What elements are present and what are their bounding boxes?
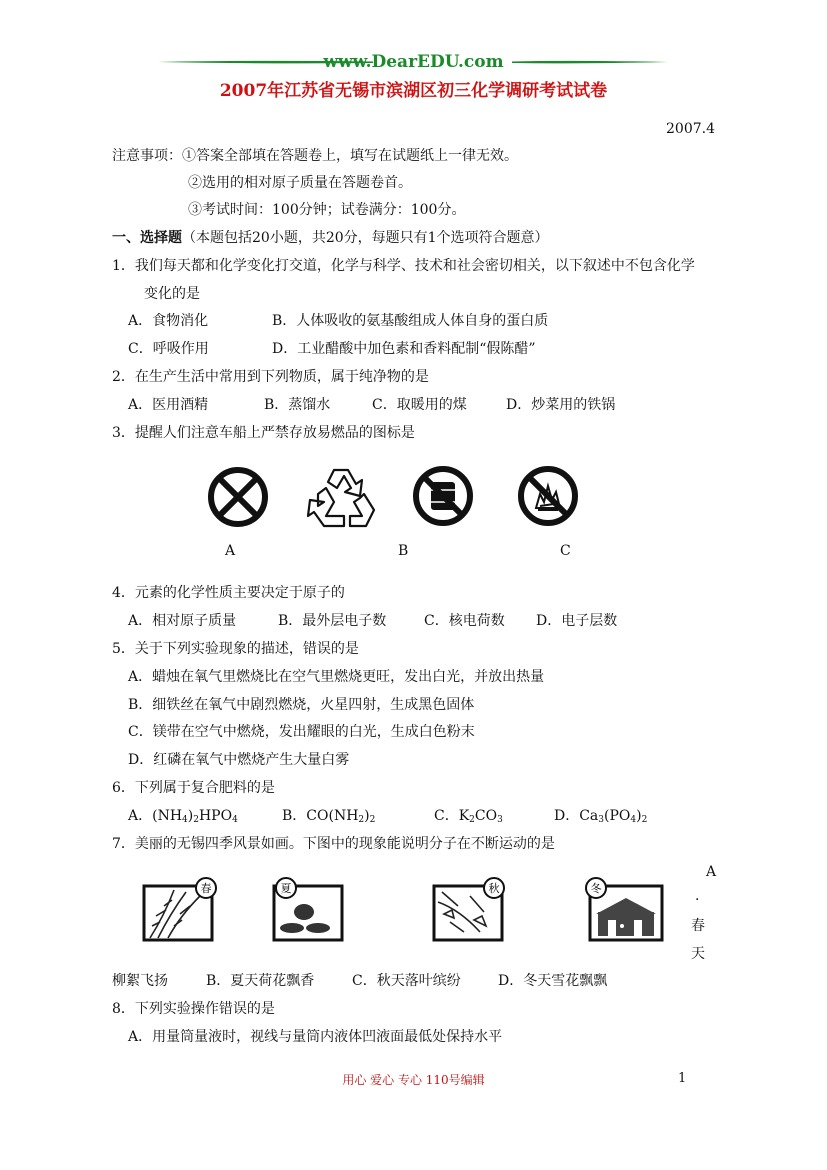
q6-option-d: D．$Ca_3(PO_4)_2$ [554,808,648,825]
q4-option-d: D．电子层数 [536,613,618,629]
winter-snow-picture [578,876,670,944]
q3-label-c: C [560,543,571,559]
q6-option-b: B．$CO(NH_2)_2$ [282,808,376,825]
note-1: ①答案全部填在答题卷上，填写在试题纸上一律无效。 [182,148,518,164]
summer-lotus-picture [268,876,350,944]
q8-stem: 8．下列实验操作错误的是 [112,1001,275,1017]
section-title: 一、选择题 [112,230,182,246]
notes-prefix: 注意事项： [112,148,182,164]
q7-stem: 7．美丽的无锡四季风景如画。下图中的现象能说明分子在不断运动的是 [112,836,555,852]
q7-option-b: B．夏天荷花飘香 [206,973,315,989]
q7-side-spring: 春 [691,918,705,934]
q1-stem: 1．我们每天都和化学变化打交道，化学与科学、技术和社会密切相关，以下叙述中不包含化学 [112,258,695,274]
q7-side-a: A [706,864,717,880]
q2-option-b: B．蒸馏水 [264,397,331,413]
exam-date: 2007.4 [666,121,715,137]
q1-stem-cont: 变化的是 [144,286,200,302]
q5-option-b: B．细铁丝在氧气中剧烈燃烧，火星四射，生成黑色固体 [128,697,475,713]
q7-option-d: D．冬天雪花飘飘 [498,973,608,989]
q4-option-b: B．最外层电子数 [278,613,387,629]
q6-option-a: A．$(NH_4)_2HPO_4$ [128,808,238,825]
prohibition-x-icon [204,466,272,528]
spring-willow-picture [140,876,222,944]
q2-option-a: A．医用酒精 [128,397,209,413]
season-spring-label: 春 [200,882,212,895]
q2-stem: 2．在生产生活中常用到下列物质，属于纯净物的是 [112,369,429,385]
recycle-icon [304,464,378,532]
q4-option-a: A．相对原子质量 [128,613,237,629]
q5-stem: 5．关于下列实验现象的描述，错误的是 [112,641,359,657]
no-fuel-drum-icon [409,464,477,528]
note-3: ③考试时间：100分钟；试卷满分：100分。 [188,202,466,218]
section-desc: （本题包括20小题，共20分，每题只有1个选项符合题意） [182,230,549,246]
page-footer: 用心 爱心 专心 110号编辑 [342,1073,485,1087]
q4-stem: 4．元素的化学性质主要决定于原子的 [112,585,345,601]
q2-option-c: C．取暖用的煤 [372,397,467,413]
q1-option-b: B．人体吸收的氨基酸组成人体自身的蛋白质 [272,313,549,329]
q1-option-c: C．呼吸作用 [128,341,209,357]
q3-label-b: B [398,543,409,559]
q5-option-a: A．蜡烛在氧气里燃烧比在空气里燃烧更旺，发出白光，并放出热量 [128,669,545,685]
notes-line-1 [112,146,518,166]
no-flammable-icon [514,464,582,528]
page-number: 1 [678,1071,687,1086]
autumn-leaves-picture [430,876,512,944]
q6-stem: 6．下列属于复合肥料的是 [112,780,275,796]
q6-option-c: C．$K_2CO_3$ [434,808,503,825]
q2-option-d: D．炒菜用的铁锅 [506,397,616,413]
note-2: ②选用的相对原子质量在答题卷首。 [188,175,412,191]
q1-option-d: D．工业醋酸中加色素和香料配制“假陈醋” [272,341,536,357]
q3-label-a: A [225,543,236,559]
q7-option-c: C．秋天落叶缤纷 [352,973,461,989]
q5-option-c: C．镁带在空气中燃烧，发出耀眼的白光，生成白色粉末 [128,724,475,740]
q7-side-day: 天 [691,946,705,962]
site-header: www.DearEDU.com [323,52,504,72]
q4-option-c: C．核电荷数 [424,613,505,629]
q7-option-a-tail: 柳絮飞扬 [112,973,168,989]
season-winter-label: 冬 [590,882,602,895]
q7-side-dot: · [695,892,700,908]
season-summer-label: 夏 [280,882,292,895]
section-heading [112,228,549,248]
season-autumn-label: 秋 [488,882,500,895]
q1-option-a: A．食物消化 [128,313,209,329]
q8-option-a: A．用量筒量液时，视线与量筒内液体凹液面最低处保持水平 [128,1029,503,1045]
document-title: 2007年江苏省无锡市滨湖区初三化学调研考试试卷 [219,81,608,101]
q5-option-d: D．红磷在氧气中燃烧产生大量白雾 [128,752,350,768]
q3-stem: 3．提醒人们注意车船上严禁存放易燃品的图标是 [112,425,415,441]
